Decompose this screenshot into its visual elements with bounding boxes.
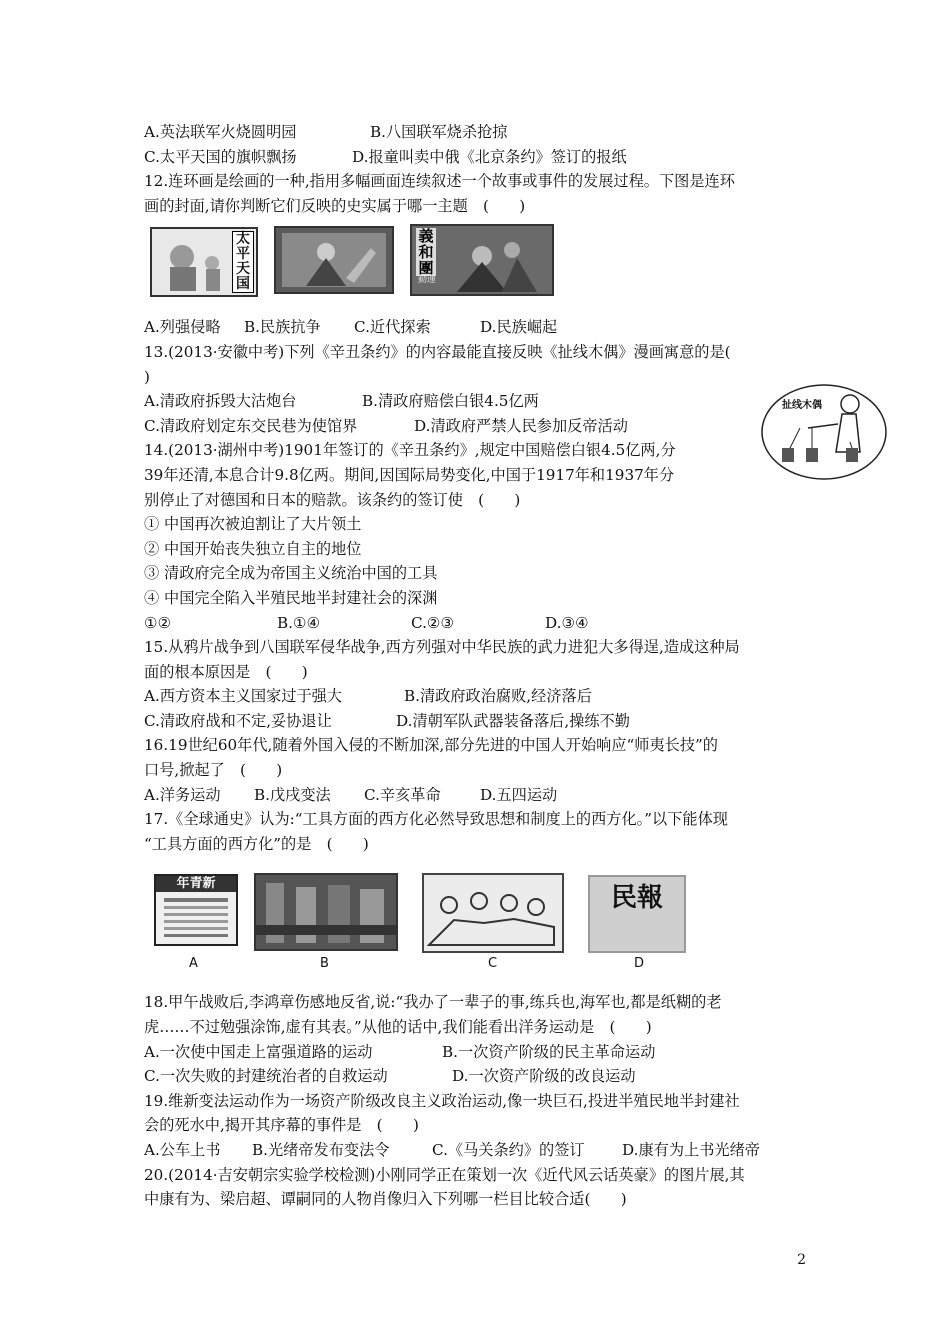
image-d-minbao <box>588 875 686 953</box>
q13-stem-2: ) <box>144 367 150 386</box>
comic-cover-taiping <box>150 227 258 297</box>
q14-options <box>144 611 814 636</box>
q13-option-a: A.清政府拆毁大沽炮台 <box>144 392 297 411</box>
image-c-meeting <box>422 873 564 953</box>
q16-option-c: C.辛亥革命 <box>364 785 441 804</box>
image-label-b: B <box>320 956 329 972</box>
q14-statement-1: ① 中国再次被迫割让了大片领土 <box>144 515 362 534</box>
q18-option-c: C.一次失败的封建统治者的自救运动 <box>144 1067 388 1086</box>
q18-stem-2: 虎……不过勉强涂饰,虚有其表。”从他的话中,我们能看出洋务运动是 ( ) <box>144 1018 652 1037</box>
comic-cover-resistance <box>274 226 394 294</box>
q18-option-d: D.一次资产阶级的改良运动 <box>452 1067 636 1086</box>
q11-options-2 <box>144 145 814 170</box>
q14-statement-2: ② 中国开始丧失独立自主的地位 <box>144 539 362 558</box>
q16-option-d: D.五四运动 <box>480 785 558 804</box>
q12-options <box>144 315 814 340</box>
q13-options <box>144 389 814 414</box>
q12-option-d: D.民族崛起 <box>480 318 558 337</box>
q11-options <box>144 120 814 145</box>
q20-stem-2: 中康有为、梁启超、谭嗣同的人物肖像归入下列哪一栏目比较合适( ) <box>144 1190 627 1209</box>
q19-option-a: A.公车上书 <box>144 1141 221 1159</box>
q19-option-c: C.《马关条约》的签订 <box>432 1141 585 1159</box>
q20-stem-1: 20.(2014·吉安朝宗实验学校检测)小刚同学正在策划一次《近代风云话英豪》的图片展,其 <box>144 1165 745 1184</box>
q18-options <box>144 1040 814 1065</box>
q14-option-d: D.③④ <box>545 613 589 632</box>
q15-stem-1: 15.从鸦片战争到八国联军侵华战争,西方列强对中华民族的武力进犯大多得逞,造成这种局 <box>144 638 740 657</box>
q18-option-a: A.一次使中国走上富强道路的运动 <box>144 1042 373 1061</box>
q14-option-c: C.②③ <box>411 613 455 632</box>
q12-stem-1: 12.连环画是绘画的一种,指用多幅画面连续叙述一个故事或事件的发展过程。下图是连环 <box>144 172 735 191</box>
q15-option-b: B.清政府政治腐败,经济落后 <box>404 687 592 706</box>
q13-option-d: D.清政府严禁人民参加反帝活动 <box>414 416 628 435</box>
q12-option-c: C.近代探索 <box>354 318 431 337</box>
q15-option-a: A.西方资本主义国家过于强大 <box>144 687 343 706</box>
q12-option-b: B.民族抗争 <box>244 318 321 337</box>
q19-stem-1: 19.维新变法运动作为一场资产阶级改良主义政治运动,像一块巨石,投进半殖民地半封建社 <box>144 1091 740 1110</box>
q19-option-b: B.光绪帝发布变法令 <box>252 1141 390 1159</box>
q13-option-b: B.清政府赔偿白银4.5亿两 <box>362 392 539 411</box>
q14-statement-4: ④ 中国完全陷入半殖民地半封建社会的深渊 <box>144 588 438 607</box>
question-sheet <box>144 120 814 1212</box>
page-number: 2 <box>797 1252 806 1268</box>
q19-options <box>144 1138 814 1163</box>
q15-option-d: D.清朝军队武器装备落后,操练不勤 <box>396 711 630 730</box>
q15-stem-2: 面的根本原因是 ( ) <box>144 662 308 681</box>
q14-stem-1: 14.(2013·湖州中考)1901年签订的《辛丑条约》,规定中国赔偿白银4.5亿两,分 <box>144 441 676 460</box>
cartoon-title: 扯线木偶 <box>782 400 822 411</box>
q19-option-d: D.康有为上书光绪帝 <box>622 1141 760 1159</box>
image-label-c: C <box>488 956 498 972</box>
image-label-d: D <box>634 956 645 972</box>
q16-option-b: B.戊戌变法 <box>254 785 331 804</box>
q11-option-a: A.英法联军火烧圆明园 <box>144 123 297 141</box>
q15-options <box>144 684 814 709</box>
minbao-title: 民報 <box>610 883 663 914</box>
comic-cover-boxer <box>410 224 554 296</box>
image-label-a: A <box>189 956 198 972</box>
q11-option-d: D.报童叫卖中俄《北京条约》签订的报纸 <box>352 147 627 166</box>
q18-option-b: B.一次资产阶级的民主革命运动 <box>442 1042 656 1061</box>
image-b-factory <box>254 873 398 951</box>
q14-stem-2: 39年还清,本息合计9.8亿两。期间,因国际局势变化,中国于1917年和1937年分 <box>144 465 675 484</box>
q16-option-a: A.洋务运动 <box>144 785 221 804</box>
q14-option-b: B.①④ <box>277 613 321 632</box>
q17-stem-2: “工具方面的西方化”的是 ( ) <box>144 834 369 853</box>
q18-options-2 <box>144 1064 814 1089</box>
q16-options <box>144 783 814 808</box>
q13-option-c: C.清政府划定东交民巷为使馆界 <box>144 416 358 435</box>
q16-stem-1: 16.19世纪60年代,随着外国入侵的不断加深,部分先进的中国人开始响应“师夷长技”的 <box>144 736 718 755</box>
q11-option-c: C.太平天国的旗帜飘扬 <box>144 147 297 166</box>
q12-stem-2: 画的封面,请你判断它们反映的史实属于哪一主题 ( ) <box>144 196 526 215</box>
q14-option-a: ①② <box>144 613 172 632</box>
q11-option-b: B.八国联军烧杀抢掠 <box>370 123 508 141</box>
q13-options-2 <box>144 414 814 439</box>
boxer-subtitle: 動運 <box>418 274 437 285</box>
q14-stem-3: 别停止了对德国和日本的赔款。该条约的签订使 ( ) <box>144 490 521 509</box>
q14-statement-3: ③ 清政府完全成为帝国主义统治中国的工具 <box>144 564 438 583</box>
q12-comic-covers <box>144 221 814 307</box>
image-a-magazine <box>154 874 238 946</box>
q12-option-a: A.列强侵略 <box>144 318 221 337</box>
q17-stem-1: 17.《全球通史》认为:“工具方面的西方化必然导致思想和制度上的西方化。”以下能体现 <box>144 810 728 829</box>
q15-options-2 <box>144 709 814 734</box>
q19-stem-2: 会的死水中,揭开其序幕的事件是 ( ) <box>144 1116 419 1135</box>
q15-option-c: C.清政府战和不定,妥协退让 <box>144 711 332 730</box>
q17-images <box>144 866 814 978</box>
q18-stem-1: 18.甲午战败后,李鸿章伤感地反省,说:“我办了一辈子的事,练兵也,海军也,都是纸糊的老 <box>144 993 722 1012</box>
puppet-cartoon <box>760 382 888 482</box>
q16-stem-2: 口号,掀起了 ( ) <box>144 761 283 780</box>
boxer-title: 義和團 <box>416 228 436 276</box>
taiping-title: 太平天国 <box>232 231 254 293</box>
magazine-title: 年青新 <box>156 876 236 892</box>
q13-stem-1: 13.(2013·安徽中考)下列《辛丑条约》的内容最能直接反映《扯线木偶》漫画寓意的是( <box>144 342 731 361</box>
